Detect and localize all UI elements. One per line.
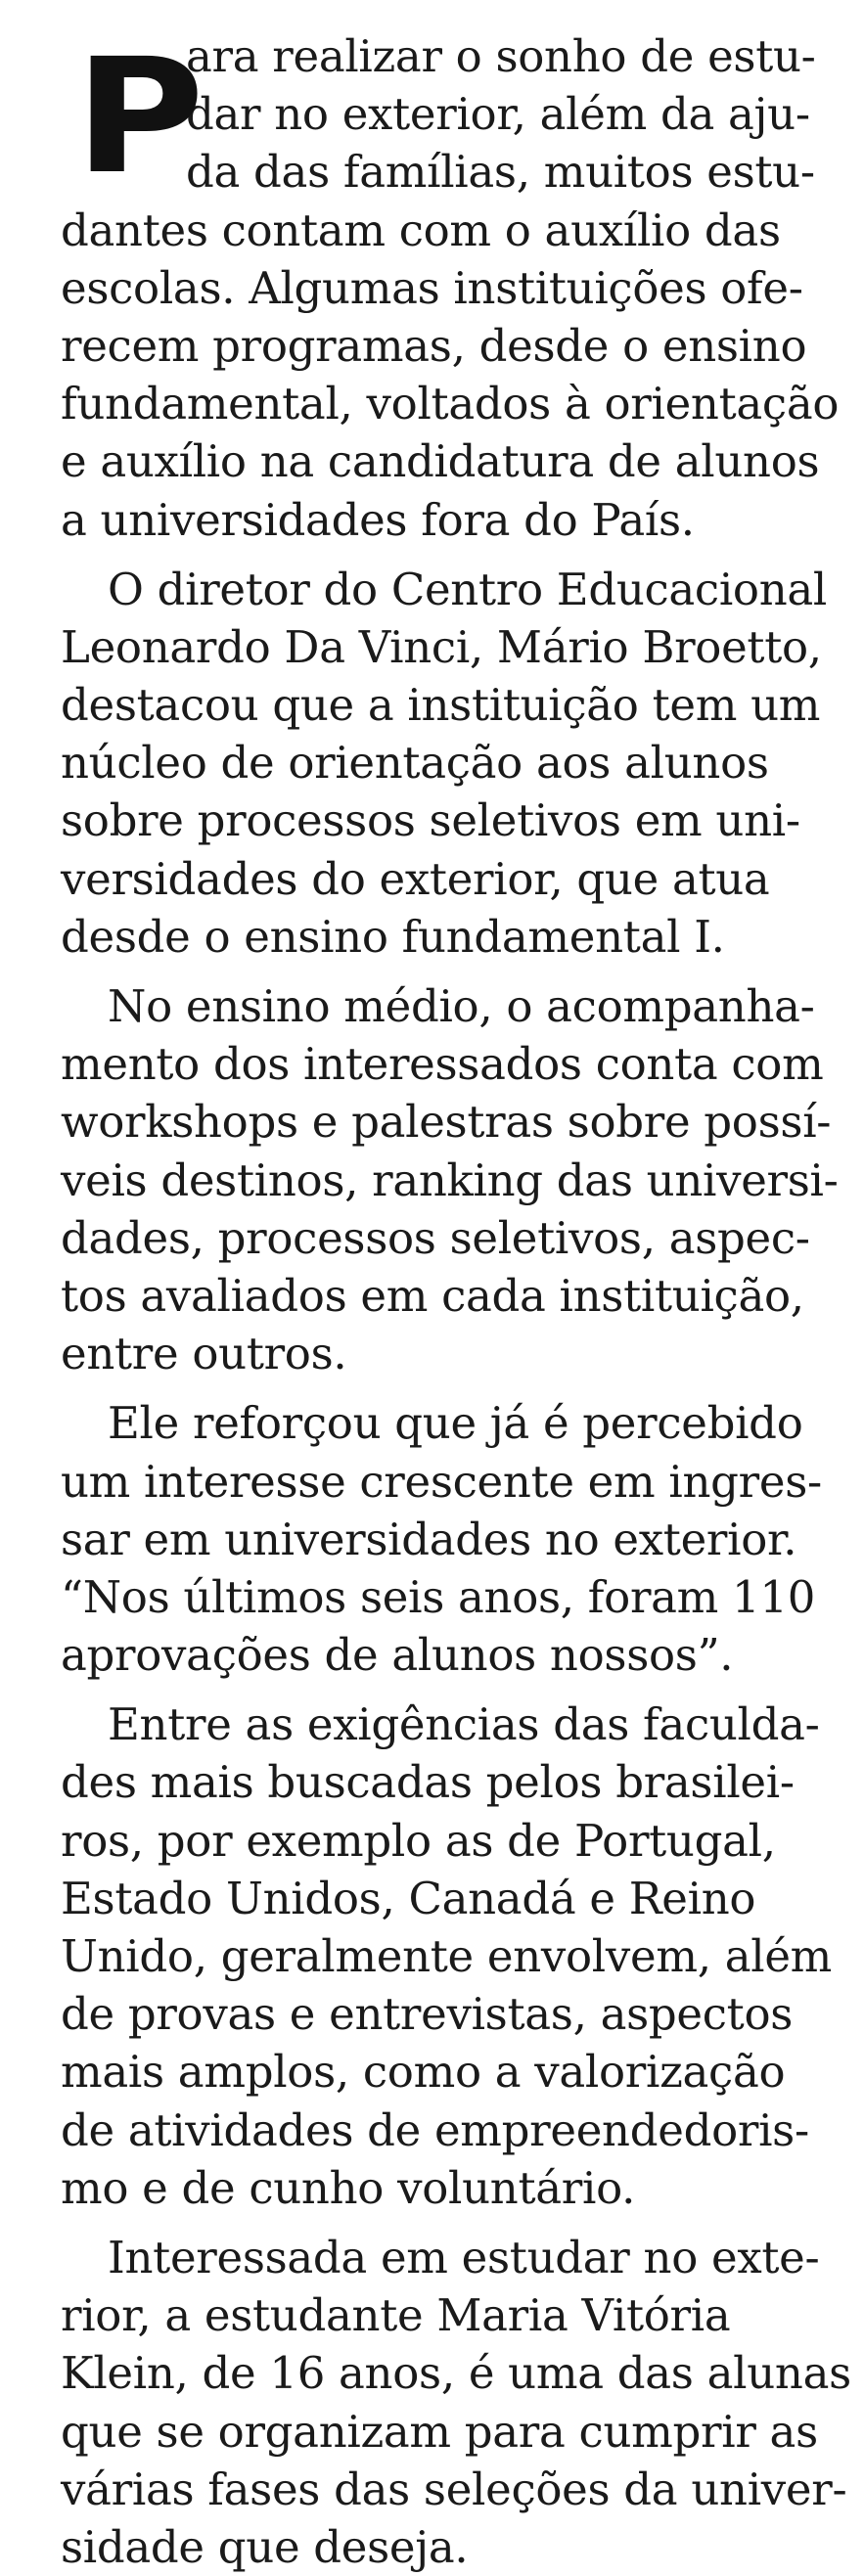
text-line: um interesse crescente em ingres- — [61, 1455, 822, 1508]
quote-line: “Nos últimos seis anos, foram 110 — [61, 1570, 816, 1623]
text-line: escolas. Algumas instituições ofe- — [61, 261, 803, 314]
text-line: rior, a estudante Maria Vitória — [61, 2289, 731, 2342]
text-line: sar em universidades no exterior. — [61, 1513, 797, 1565]
text-line: Interessada em estudar no exte- — [108, 2231, 820, 2283]
text-line: No ensino médio, o acompanha- — [108, 980, 815, 1032]
drop-cap-letter: P — [74, 25, 205, 209]
text-line: a universidades fora do País. — [61, 493, 695, 546]
text-line: tos avaliados em cada instituição, — [61, 1269, 804, 1322]
text-line: Entre as exigências das faculda- — [108, 1698, 820, 1751]
text-line: Estado Unidos, Canadá e Reino — [61, 1872, 756, 1924]
text-line: dar no exterior, além da aju- — [186, 88, 810, 141]
paragraph-1 — [61, 25, 840, 549]
text-line: núcleo de orientação aos alunos — [61, 737, 769, 790]
text-line: da das famílias, muitos estu- — [186, 146, 815, 199]
text-line: destacou que a instituição tem um — [61, 679, 821, 732]
text-line: workshops e palestras sobre possí- — [61, 1096, 832, 1149]
text-line: Klein, de 16 anos, é uma das alunas — [61, 2347, 851, 2400]
paragraph-4 — [61, 1394, 834, 1684]
text-line: dades, processos seletivos, aspec- — [61, 1211, 810, 1264]
paragraph-6 — [61, 2229, 851, 2576]
text-line: mais amplos, como a valorização — [61, 2046, 786, 2099]
text-line: ros, por exemplo as de Portugal, — [61, 1814, 776, 1867]
text-line: dantes contam com o auxílio das — [61, 203, 781, 256]
text-line: Ele reforçou que já é percebido — [108, 1397, 803, 1450]
text-line: sidade que deseja. — [61, 2520, 469, 2573]
text-line: desde o ensino fundamental I. — [61, 910, 725, 963]
article-column — [61, 25, 851, 2576]
text-line: veis destinos, ranking das universi- — [61, 1153, 839, 1206]
text-line: recem programas, desde o ensino — [61, 319, 807, 372]
text-line: mo e de cunho voluntário. — [61, 2161, 636, 2214]
text-line: de provas e entrevistas, aspectos — [61, 1988, 794, 2041]
text-line: de atividades de empreendedoris- — [61, 2103, 809, 2156]
paragraph-2 — [61, 561, 834, 966]
text-line: O diretor do Centro Educacional — [108, 563, 828, 615]
text-line: que se organizam para cumprir as — [61, 2405, 818, 2458]
text-line: sobre processos seletivos em uni- — [61, 794, 800, 847]
text-line: versidades do exterior, que atua — [61, 852, 770, 905]
paragraph-5 — [61, 1695, 834, 2217]
text-line: várias fases das seleções da univer- — [61, 2463, 847, 2515]
text-line: Leonardo Da Vinci, Mário Broetto, — [61, 620, 822, 673]
text-line: Unido, geralmente envolvem, além — [61, 1930, 833, 1982]
text-line: e auxílio na candidatura de alunos — [61, 435, 820, 488]
text-line: entre outros. — [61, 1328, 347, 1380]
quote-line: aprovações de alunos nossos”. — [61, 1629, 734, 1682]
text-line: mento dos interessados conta com — [61, 1038, 824, 1091]
text-line: ara realizar o sonho de estu- — [186, 30, 816, 82]
paragraph-3 — [61, 977, 839, 1382]
text-line: fundamental, voltados à orientação — [61, 378, 840, 430]
text-line: des mais buscadas pelos brasilei- — [61, 1756, 795, 1809]
